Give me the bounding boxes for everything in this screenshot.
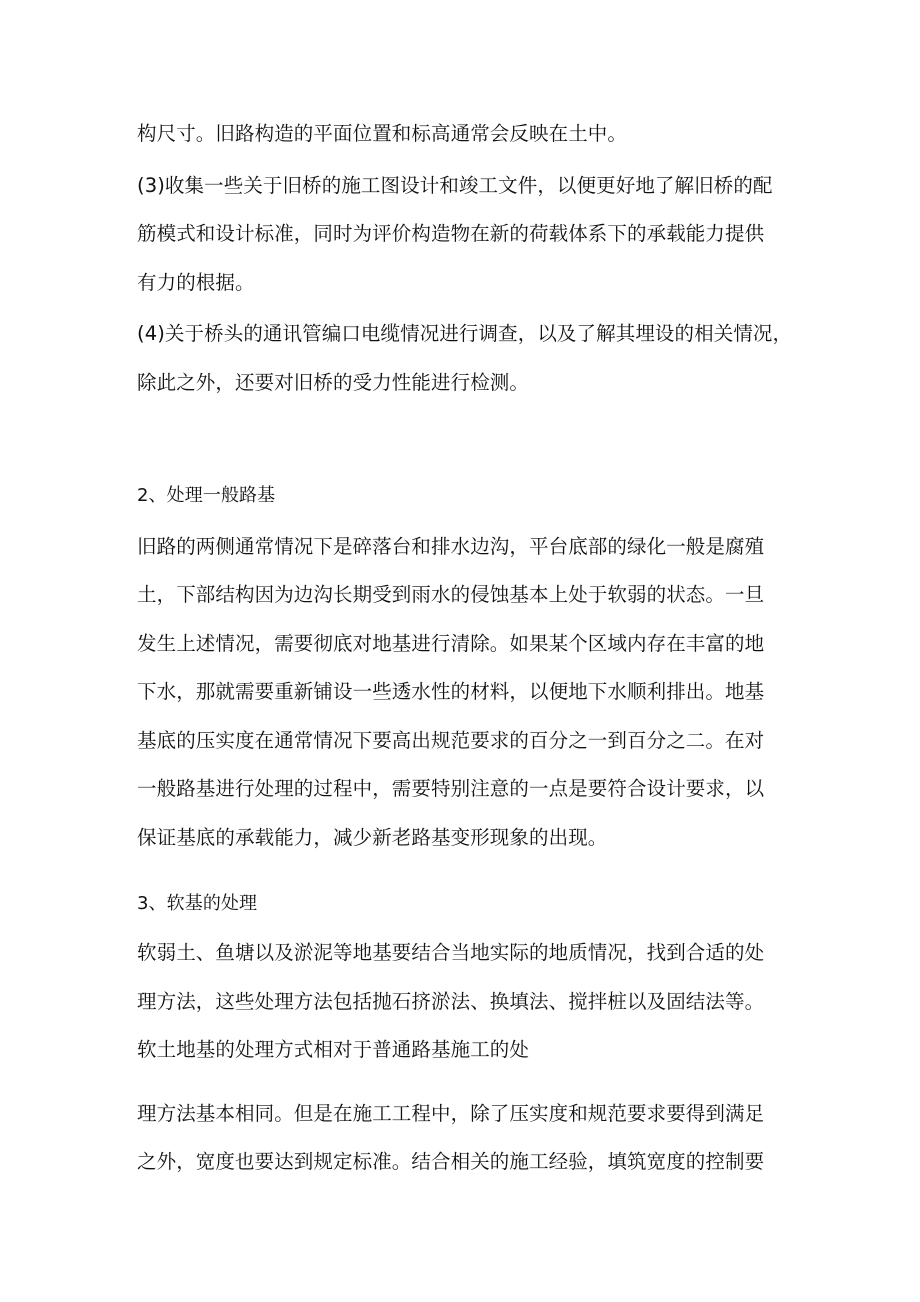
section-heading: 2、处理一般路基 (137, 485, 276, 506)
text-line: 有力的根据。 (137, 271, 255, 294)
text-line: 保证基底的承载能力，减少新老路基变形现象的出现。 (137, 826, 608, 849)
text-line: 构尺寸。旧路构造的平面位置和标高通常会反映在土中。 (137, 122, 628, 145)
text-line: 旧路的两侧通常情况下是碎落台和排水边沟，平台底部的绿化一般是腐殖 (137, 535, 765, 558)
text-line: 除此之外，还要对旧桥的受力性能进行检测。 (137, 371, 530, 394)
text-line: 土，下部结构因为边沟长期受到雨水的侵蚀基本上处于软弱的状态。一旦 (137, 583, 765, 606)
text-line: 筋模式和设计标准，同时为评价构造物在新的荷载体系下的承载能力提供 (137, 222, 765, 245)
text-line: 一般路基进行处理的过程中，需要特别注意的一点是要符合设计要求，以 (137, 777, 765, 800)
text-line: 理方法，这些处理方法包括抛石挤淤法、换填法、搅拌桩以及固结法等。 (137, 990, 765, 1013)
text-line: 软土地基的处理方式相对于普通路基施工的处 (137, 1038, 530, 1061)
section-heading: 3、软基的处理 (137, 893, 258, 914)
text-line: 下水，那就需要重新铺设一些透水性的材料，以便地下水顺利排出。地基 (137, 680, 765, 703)
text-line: 发生上述情况，需要彻底对地基进行清除。如果某个区域内存在丰富的地 (137, 632, 765, 655)
text-line: 之外，宽度也要达到规定标准。结合相关的施工经验，填筑宽度的控制要 (137, 1150, 765, 1173)
text-line: (4)关于桥头的通讯管编口电缆情况进行调查，以及了解其埋设的相关情况， (137, 322, 793, 345)
text-line: 基底的压实度在通常情况下要高出规范要求的百分之一到百分之二。在对 (137, 729, 765, 752)
text-line: (3)收集一些关于旧桥的施工图设计和竣工文件，以便更好地了解旧桥的配 (137, 174, 773, 197)
text-line: 软弱土、鱼塘以及淤泥等地基要结合当地实际的地质情况，找到合适的处 (137, 941, 765, 964)
text-line: 理方法基本相同。但是在施工工程中，除了压实度和规范要求要得到满足 (137, 1102, 765, 1125)
